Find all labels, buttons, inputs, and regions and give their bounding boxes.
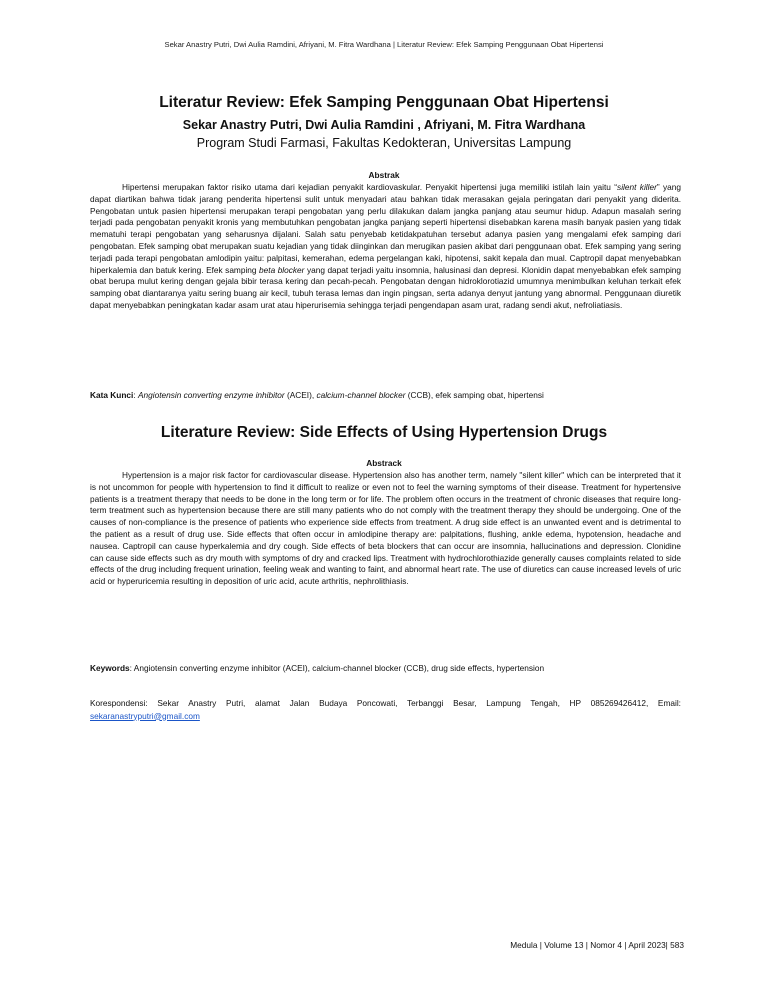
abstract-id-part3: yang dapat terjadi yaitu insomnia, halusinasi dan depresi. Klonidin dapat menyebabkan efek samping obat berupa mulut kering dengan gejala bibir terasa kering dan pecah-pecah. Pengobatan dengan hidroklorotiazid umumnya menimbulkan keluhan terkait efek samping obat diantaranya yaitu sering buang air kecil, tubuh terasa lemas dan ingin pingsan, serta adanya denyut jantung yang abnormal. Penggunaan diuretik dapat menyebabkan peningkatan kadar asam urat atau hiperurisemia sehingga terjadi pengendapan asam urat, radang sendi akut, nefroliatiasis. [90, 264, 682, 310]
affiliation: Program Studi Farmasi, Fakultas Kedokteran, Universitas Lampung [196, 136, 572, 150]
abstract-id-beta-blocker: beta blocker [259, 264, 305, 275]
english-title: Literature Review: Side Effects of Using Hypertension Drugs [160, 424, 608, 441]
keywords-en [90, 663, 681, 675]
keywords-id-rest: (CCB), efek samping obat, hipertensi [405, 390, 544, 400]
keywords-id-ccb: calcium-channel blocker [316, 390, 406, 400]
keywords-id-mid: (ACEI), [284, 390, 317, 400]
keywords-id-label: Kata Kunci [90, 390, 134, 400]
keywords-id-acei: Angiotensin converting enzyme inhibitor [137, 390, 285, 400]
abstract-id-silent-killer: silent killer [617, 182, 657, 192]
abstract-id-part2: ” yang dapat diartikan bahwa tidak jarang penderita hipertensi sulit untuk menyadari atau bahkan tidak merasakan gejala peringatan dari penyakit yang diderita. Pengobatan untuk pasien hipertensi merupakan terapi pengobatan yang perlu dilakukan dalam jangka panjang atau seumur hidup. Adapun masalah sering terjadi pada pengobatan penyakit kronis yang membutuhkan pengobatan jangka panjang seperti hipertensi disebabkan karena masih banyak pasien yang tidak mematuhi terapi pengobatan yang seharusnya dijalani. Salah satu penyebab ketidakpatuhan tersebut adanya pasien yang mengalami efek samping dari pengobatan. Efek samping obat merupakan suatu kejadian yang tidak diinginkan dan merugikan pasien akibat dari penggunaan obat. Efek samping yang sering terjadi pada terapi pengobatan amlodipin yaitu: palpitasi, kemerahan, edema pergelangan kaki, hipotensi, sakit kepala dan mual. Captropil dapat menyebabkan hiperkalemia dan batuk kering. Efek samping [90, 182, 681, 275]
abstract-id-part1: Hipertensi merupakan faktor risiko utama dari kejadian penyakit kardiovaskular. Penyakit hipertensi juga memiliki istilah lain yaitu “ [122, 182, 618, 192]
paper-title: Literatur Review: Efek Samping Penggunaan Obat Hipertensi [159, 94, 609, 111]
abstract-id [90, 182, 681, 312]
keywords-en-label: Keywords [90, 663, 130, 673]
correspondence-text: Korespondensi: Sekar Anastry Putri, alamat Jalan Budaya Poncowati, Terbanggi Besar, Lampung Tengah, HP 085269426412, Email: [90, 698, 681, 708]
correspondence [90, 697, 681, 722]
page-footer: Medula | Volume 13 | Nomor 4 | April 2023| 583 [510, 940, 684, 950]
keywords-en-text: : Angiotensin converting enzyme inhibitor (ACEI), calcium-channel blocker (CCB), drug side effects, hypertension [129, 663, 545, 673]
keywords-id [90, 390, 681, 402]
abstract-en: Hypertension is a major risk factor for cardiovascular disease. Hypertension also has another term, namely "silent killer" which can be interpreted that it is not uncommon for people with hypertension to find it difficult to realize or even not to feel the warning symptoms of their disease. Treatment for hypertensive patients is a treatment therapy that needs to be done in the long term or for life. The problem often occurs in the treatment of chronic diseases that require long-term treatment such as hypertension because there are still many patients who do not comply with the treatment therapy they should be undergoing. One of the causes of non-compliance is the presence of patients who experience side effects from treatment. A drug side effect is an unwanted event and is detrimental to the patient as a result of drug use. Side effects that often occur in amlodipine therapy are: palpitations, flushing, ankle edema, hypotension, headache and nausea. Captropil can cause hyperkalemia and dry cough. Side effects of beta blockers that can occur are insomnia, hallucinations and depression. Clonidine can cause side effects such as dry mouth with symptoms of dry and cracked lips. Treatment with hydrochlorothiazide generally causes complaints related to side effects of the drug including frequent urination, feeling weak and wanting to faint, and abnormal heart rate. The use of diuretics can cause increased levels of uric acid or hyperuricemia resulting in deposition of uric acid, acute arthritis, nephrolithiasis. [90, 470, 681, 587]
author-list: Sekar Anastry Putri, Dwi Aulia Ramdini , Afriyani, M. Fitra Wardhana [182, 118, 586, 132]
running-header: Sekar Anastry Putri, Dwi Aulia Ramdini, Afriyani, M. Fitra Wardhana | Literatur Review: Efek Samping Penggunaan Obat Hipertensi [164, 40, 604, 49]
abstract-heading: Abstrak [368, 170, 400, 180]
abstract-heading-en: Abstrack [366, 458, 402, 468]
email-link[interactable]: sekaranastryputri@gmail.com [90, 710, 200, 721]
keywords-id-sep: : [133, 390, 138, 400]
